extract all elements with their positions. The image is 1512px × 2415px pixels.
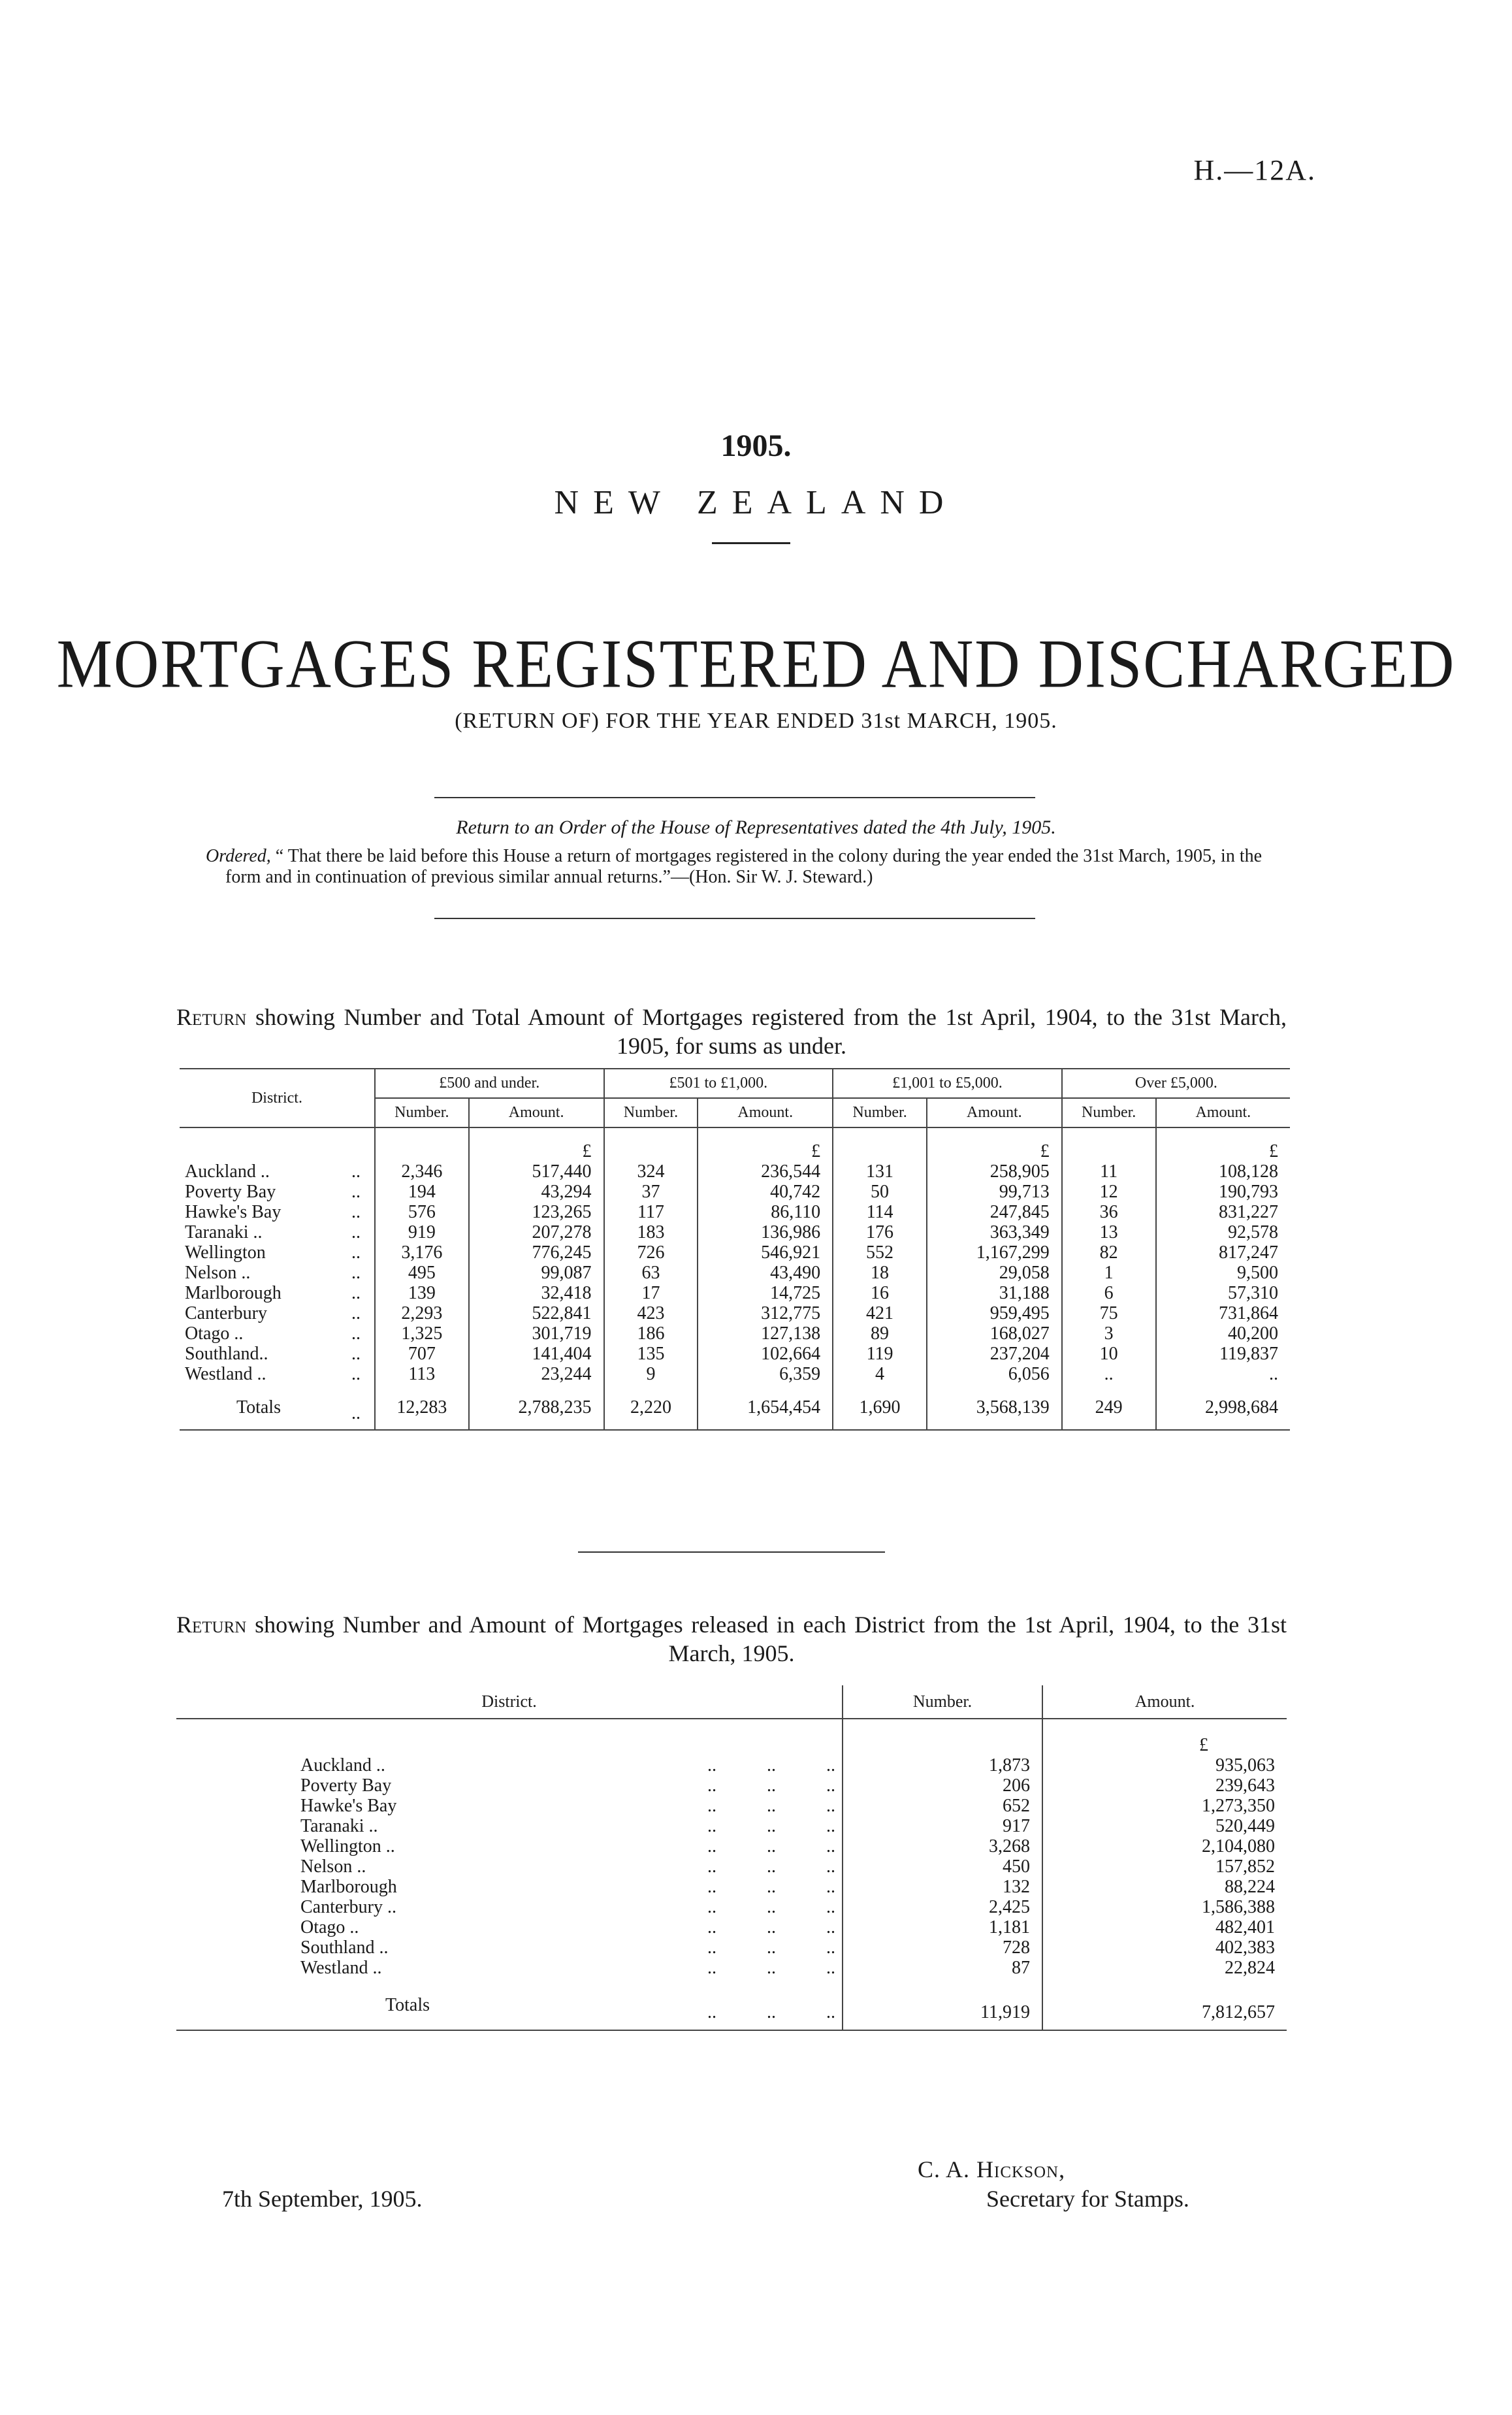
leader-dots: .. .. .. xyxy=(607,1775,843,1796)
number-cell: 13 xyxy=(1062,1222,1156,1242)
number-cell: 1,873 xyxy=(843,1755,1042,1775)
total-cell: 1,690 xyxy=(833,1384,927,1430)
table-row xyxy=(176,1755,1287,1775)
amount-cell: 301,719 xyxy=(469,1323,604,1344)
leader-dots: .. xyxy=(338,1263,375,1283)
amount-cell: 168,027 xyxy=(927,1323,1062,1344)
number-cell: 707 xyxy=(375,1344,469,1364)
amount-cell: 247,845 xyxy=(927,1202,1062,1222)
number-header: Number. xyxy=(604,1098,698,1127)
leader-dots: .. .. .. xyxy=(607,1937,843,1958)
district-name: Wellington xyxy=(185,1242,266,1263)
amount-cell: 9,500 xyxy=(1237,1263,1278,1283)
total-cell: 3,568,139 xyxy=(927,1384,1062,1430)
table-row xyxy=(180,1222,1290,1242)
document-subtitle: (RETURN OF) FOR THE YEAR ENDED 31st MARCH, 1905. xyxy=(455,709,1057,733)
table-row xyxy=(176,1816,1287,1836)
table-row xyxy=(180,1283,1290,1303)
total-cell: 12,283 xyxy=(375,1384,469,1430)
amount-cell: 14,725 xyxy=(698,1283,833,1303)
amount-cell: 482,401 xyxy=(1215,1917,1275,1937)
number-cell: 324 xyxy=(604,1161,698,1182)
amount-cell: 817,247 xyxy=(1219,1242,1278,1263)
signatory-title: Secretary for Stamps. xyxy=(986,2186,1189,2212)
number-cell: 726 xyxy=(604,1242,698,1263)
amount-cell: 959,495 xyxy=(927,1303,1062,1323)
leader-dots: .. xyxy=(338,1222,375,1242)
totals-row xyxy=(180,1384,1290,1430)
amount-cell: 86,110 xyxy=(698,1202,833,1222)
number-cell: 9 xyxy=(604,1364,698,1384)
number-cell: 117 xyxy=(604,1202,698,1222)
amount-cell: 2,104,080 xyxy=(1202,1836,1275,1856)
amount-cell: 23,244 xyxy=(469,1364,604,1384)
amount-cell: 517,440 xyxy=(469,1161,604,1182)
leader-dots: .. xyxy=(338,1161,375,1182)
amount-cell: 776,245 xyxy=(469,1242,604,1263)
amount-cell: 402,383 xyxy=(1215,1937,1275,1958)
table2-heading-rest: showing Number and Amount of Mortgages released in each District from the 1st April, 1904, to the 31st March, 1905. xyxy=(255,1612,1287,1666)
number-cell: 114 xyxy=(833,1202,927,1222)
amount-cell: 190,793 xyxy=(1219,1182,1278,1202)
district-name: Canterbury xyxy=(185,1303,267,1323)
amount-cell: 32,418 xyxy=(469,1283,604,1303)
amount-cell: 108,128 xyxy=(1219,1161,1278,1182)
number-cell: 11 xyxy=(1062,1161,1156,1182)
amount-cell: 546,921 xyxy=(698,1242,833,1263)
currency-label: £ xyxy=(927,1127,1062,1161)
amount-header: Amount. xyxy=(927,1098,1062,1127)
leader-dots: .. .. .. xyxy=(607,1978,843,2030)
table-row xyxy=(180,1364,1290,1384)
number-cell: 176 xyxy=(833,1222,927,1242)
currency-label: £ xyxy=(1269,1141,1278,1161)
table-row xyxy=(176,1775,1287,1796)
number-header: Number. xyxy=(375,1098,469,1127)
amount-cell: 6,056 xyxy=(927,1364,1062,1384)
signatory-name: C. A. Hickson, xyxy=(918,2156,1066,2182)
table2-heading-lead: Return xyxy=(176,1612,247,1638)
table1-heading-rest: showing Number and Total Amount of Mortgages registered from the 1st April, 1904, to the 31st March, 1905, for sums as under. xyxy=(255,1004,1287,1059)
district-name: Hawke's Bay xyxy=(185,1202,281,1222)
district-name: Auckland .. xyxy=(185,1161,270,1182)
leader-dots: .. xyxy=(338,1242,375,1263)
leader-dots: .. .. .. xyxy=(607,1836,843,1856)
number-cell: 132 xyxy=(843,1877,1042,1897)
amount-cell: 141,404 xyxy=(469,1344,604,1364)
number-cell: 450 xyxy=(843,1856,1042,1877)
totals-label: Totals xyxy=(385,1995,430,2015)
leader-dots: .. xyxy=(338,1182,375,1202)
number-cell: 1,325 xyxy=(375,1323,469,1344)
order-return-line: Return to an Order of the House of Representatives dated the 4th July, 1905. xyxy=(456,817,1056,838)
number-cell: 495 xyxy=(375,1263,469,1283)
ordered-label: Ordered, xyxy=(206,846,271,866)
table-row xyxy=(176,1856,1287,1877)
group-header: £1,001 to £5,000. xyxy=(833,1069,1062,1098)
number-cell: 16 xyxy=(833,1283,927,1303)
group-header: Over £5,000. xyxy=(1134,1075,1217,1092)
number-cell: 75 xyxy=(1062,1303,1156,1323)
number-cell: 186 xyxy=(604,1323,698,1344)
total-cell: 1,654,454 xyxy=(698,1384,833,1430)
number-cell: 50 xyxy=(833,1182,927,1202)
document-date: 7th September, 1905. xyxy=(222,2186,423,2212)
number-cell: 423 xyxy=(604,1303,698,1323)
district-name: Otago .. xyxy=(185,1323,244,1344)
table-row xyxy=(176,1917,1287,1937)
divider xyxy=(712,542,790,544)
number-cell: 652 xyxy=(843,1796,1042,1816)
table2-heading xyxy=(176,1610,1287,1668)
table-row xyxy=(180,1182,1290,1202)
district-name: Canterbury .. xyxy=(300,1897,396,1917)
document-year: 1905. xyxy=(720,429,792,463)
district-name: Westland .. xyxy=(300,1958,382,1978)
order-text xyxy=(180,846,1296,888)
amount-header: Amount. xyxy=(1134,1692,1195,1711)
table-row xyxy=(180,1323,1290,1344)
leader-dots: .. xyxy=(338,1344,375,1364)
number-cell: 1,181 xyxy=(843,1917,1042,1937)
amount-cell: 1,167,299 xyxy=(927,1242,1062,1263)
amount-cell: 40,200 xyxy=(1228,1323,1278,1344)
district-name: Taranaki .. xyxy=(300,1816,378,1836)
table-row xyxy=(176,1958,1287,1978)
divider xyxy=(578,1551,885,1553)
number-cell: 17 xyxy=(604,1283,698,1303)
number-cell: 87 xyxy=(843,1958,1042,1978)
amount-header: Amount. xyxy=(1156,1098,1290,1127)
amount-cell: 236,544 xyxy=(698,1161,833,1182)
amount-cell: 123,265 xyxy=(469,1202,604,1222)
total-cell: 2,788,235 xyxy=(469,1384,604,1430)
number-header: Number. xyxy=(843,1685,1042,1719)
number-cell: 82 xyxy=(1062,1242,1156,1263)
amount-cell: 22,824 xyxy=(1225,1958,1275,1978)
group-header: £500 and under. xyxy=(375,1069,604,1098)
totals-label: Totals xyxy=(236,1397,281,1418)
district-name: Hawke's Bay xyxy=(300,1796,397,1816)
amount-cell: 29,058 xyxy=(927,1263,1062,1283)
amount-cell: 127,138 xyxy=(698,1323,833,1344)
number-cell: 3,268 xyxy=(843,1836,1042,1856)
amount-cell: 207,278 xyxy=(469,1222,604,1242)
number-cell: 576 xyxy=(375,1202,469,1222)
leader-dots: .. .. .. xyxy=(607,1877,843,1897)
table-row xyxy=(180,1242,1290,1263)
district-name: Nelson .. xyxy=(300,1856,366,1877)
totals-row xyxy=(176,1978,1287,2030)
number-cell: 183 xyxy=(604,1222,698,1242)
number-cell: 4 xyxy=(833,1364,927,1384)
amount-cell: 237,204 xyxy=(927,1344,1062,1364)
district-header: District. xyxy=(180,1069,375,1127)
table-row xyxy=(180,1161,1290,1182)
amount-cell: 520,449 xyxy=(1215,1816,1275,1836)
leader-dots: .. xyxy=(338,1364,375,1384)
amount-cell: 6,359 xyxy=(698,1364,833,1384)
amount-cell: 935,063 xyxy=(1215,1755,1275,1775)
table-row xyxy=(176,1796,1287,1816)
divider xyxy=(434,918,1035,919)
number-cell: 113 xyxy=(375,1364,469,1384)
mortgages-released-table xyxy=(176,1685,1287,2031)
number-cell: 2,346 xyxy=(375,1161,469,1182)
number-cell: 421 xyxy=(833,1303,927,1323)
number-header: Number. xyxy=(1062,1098,1156,1127)
divider xyxy=(434,797,1035,798)
total-cell: 2,998,684 xyxy=(1205,1397,1278,1418)
amount-cell: 136,986 xyxy=(698,1222,833,1242)
district-header: District. xyxy=(176,1685,843,1719)
number-cell: 37 xyxy=(604,1182,698,1202)
amount-cell: 522,841 xyxy=(469,1303,604,1323)
number-cell: 206 xyxy=(843,1775,1042,1796)
amount-header: Amount. xyxy=(469,1098,604,1127)
leader-dots: .. xyxy=(338,1303,375,1323)
amount-cell: 119,837 xyxy=(1219,1344,1278,1364)
district-name: Poverty Bay xyxy=(185,1182,276,1202)
district-name: Otago .. xyxy=(300,1917,359,1937)
number-cell: 919 xyxy=(375,1222,469,1242)
district-name: Southland.. xyxy=(185,1344,268,1364)
amount-cell: 92,578 xyxy=(1228,1222,1278,1242)
leader-dots: .. .. .. xyxy=(607,1796,843,1816)
leader-dots: .. .. .. xyxy=(607,1755,843,1775)
number-cell: 3 xyxy=(1062,1323,1156,1344)
total-cell: 2,220 xyxy=(604,1384,698,1430)
amount-cell: 43,294 xyxy=(469,1182,604,1202)
leader-dots: .. xyxy=(338,1323,375,1344)
number-cell: 1 xyxy=(1062,1263,1156,1283)
number-cell: 3,176 xyxy=(375,1242,469,1263)
number-cell: 139 xyxy=(375,1283,469,1303)
district-name: Nelson .. xyxy=(185,1263,251,1283)
number-header: Number. xyxy=(833,1098,927,1127)
amount-cell: 731,864 xyxy=(1219,1303,1278,1323)
table-row xyxy=(176,1897,1287,1917)
number-cell: 119 xyxy=(833,1344,927,1364)
amount-cell: 157,852 xyxy=(1215,1856,1275,1877)
district-name: Taranaki .. xyxy=(185,1222,263,1242)
district-name: Marlborough xyxy=(185,1283,281,1303)
number-cell: 12 xyxy=(1062,1182,1156,1202)
number-cell: 6 xyxy=(1062,1283,1156,1303)
leader-dots: .. .. .. xyxy=(607,1917,843,1937)
amount-cell: 99,087 xyxy=(469,1263,604,1283)
district-name: Auckland .. xyxy=(300,1755,385,1775)
group-header: £501 to £1,000. xyxy=(604,1069,833,1098)
amount-cell: 40,742 xyxy=(698,1182,833,1202)
district-name: Marlborough xyxy=(300,1877,397,1897)
amount-header: Amount. xyxy=(698,1098,833,1127)
table-row xyxy=(180,1263,1290,1283)
total-cell: 249 xyxy=(1062,1384,1156,1430)
amount-cell: 258,905 xyxy=(927,1161,1062,1182)
amount-cell: 831,227 xyxy=(1219,1202,1278,1222)
amount-cell: 31,188 xyxy=(927,1283,1062,1303)
amount-cell: 57,310 xyxy=(1228,1283,1278,1303)
leader-dots: .. .. .. xyxy=(607,1816,843,1836)
number-cell: 2,293 xyxy=(375,1303,469,1323)
amount-cell: 99,713 xyxy=(927,1182,1062,1202)
amount-cell: 1,273,350 xyxy=(1202,1796,1275,1816)
total-cell: 11,919 xyxy=(843,1978,1042,2030)
amount-cell: 312,775 xyxy=(698,1303,833,1323)
table-row xyxy=(180,1202,1290,1222)
number-cell: 917 xyxy=(843,1816,1042,1836)
number-cell: 10 xyxy=(1062,1344,1156,1364)
number-cell: 36 xyxy=(1062,1202,1156,1222)
country-heading: NEW ZEALAND xyxy=(554,484,958,521)
amount-cell: 43,490 xyxy=(698,1263,833,1283)
table1-heading xyxy=(176,1003,1287,1060)
number-cell: 194 xyxy=(375,1182,469,1202)
number-cell: 63 xyxy=(604,1263,698,1283)
number-cell: 135 xyxy=(604,1344,698,1364)
leader-dots: .. xyxy=(338,1202,375,1222)
table-row xyxy=(180,1303,1290,1323)
leader-dots: .. xyxy=(338,1283,375,1303)
currency-label: £ xyxy=(469,1127,604,1161)
currency-label: £ xyxy=(1199,1735,1208,1755)
amount-cell: 1,586,388 xyxy=(1202,1897,1275,1917)
currency-label: £ xyxy=(698,1127,833,1161)
number-cell: 2,425 xyxy=(843,1897,1042,1917)
leader-dots: .. .. .. xyxy=(607,1897,843,1917)
document-title: MORTGAGES REGISTERED AND DISCHARGED xyxy=(56,624,1456,702)
order-body: “ That there be laid before this House a return of mortgages registered in the colony during the year ended the 31st March, 1905, in the form and in continuation of previous similar annual returns.”—(Hon. Sir W. J. Steward.) xyxy=(225,846,1263,887)
district-name: Westland .. xyxy=(185,1364,266,1384)
mortgages-registered-table xyxy=(180,1068,1290,1431)
number-cell: 728 xyxy=(843,1937,1042,1958)
document-reference: H.—12A. xyxy=(1193,154,1316,186)
table-row xyxy=(176,1937,1287,1958)
number-cell: 18 xyxy=(833,1263,927,1283)
leader-dots: .. .. .. xyxy=(607,1856,843,1877)
table-row xyxy=(176,1877,1287,1897)
table1-heading-lead: Return xyxy=(176,1004,247,1030)
number-cell: .. xyxy=(1062,1364,1156,1384)
leader-dots: .. xyxy=(338,1384,375,1430)
district-name: Southland .. xyxy=(300,1937,389,1958)
leader-dots: .. .. .. xyxy=(607,1958,843,1978)
number-cell: 131 xyxy=(833,1161,927,1182)
amount-cell: 239,643 xyxy=(1215,1775,1275,1796)
amount-cell: 102,664 xyxy=(698,1344,833,1364)
amount-cell: 88,224 xyxy=(1225,1877,1275,1897)
amount-cell: 363,349 xyxy=(927,1222,1062,1242)
amount-cell: .. xyxy=(1269,1364,1278,1384)
table-row xyxy=(180,1344,1290,1364)
number-cell: 552 xyxy=(833,1242,927,1263)
total-cell: 7,812,657 xyxy=(1202,2002,1275,2022)
district-name: Poverty Bay xyxy=(300,1775,392,1796)
number-cell: 89 xyxy=(833,1323,927,1344)
table-row xyxy=(176,1836,1287,1856)
district-name: Wellington .. xyxy=(300,1836,395,1856)
